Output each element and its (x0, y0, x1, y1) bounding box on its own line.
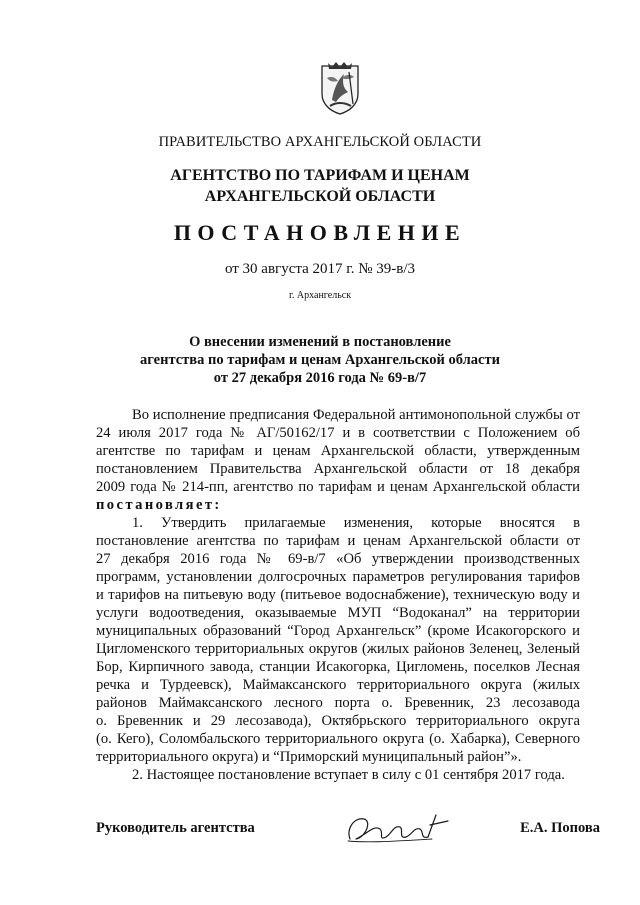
item1-line: речка и Турдеевск), Маймаксанского территориального округа (жилых (96, 677, 580, 693)
subject-line3: от 27 декабря 2016 года № 69-в/7 (213, 370, 427, 386)
item1-line: услуги водоотведения, оказываемые МУП “Водоканал” на территории (96, 605, 580, 621)
preamble-line: Во исполнение предписания Федеральной антимонопольной службы от (132, 407, 580, 423)
government-name: ПРАВИТЕЛЬСТВО АРХАНГЕЛЬСКОЙ ОБЛАСТИ (158, 134, 482, 150)
item1-line: 27 декабря 2016 года № 69-в/7 «Об утверждении производственных (96, 551, 580, 567)
document-body (96, 406, 580, 784)
item1-line: о. Бревенник и 29 лесозавода), Октябрьского территориального округа (96, 713, 580, 729)
preamble-line: 2009 года № 214-пп, агентство по тарифам и ценам Архангельской области (96, 479, 580, 495)
item1-line: территориального округа) и “Приморский муниципальный район”». (96, 749, 522, 765)
item1-line: муниципальных образований “Город Архангельск” (кроме Исакогорского и (96, 623, 580, 639)
item1-line: Цигломенского территориальных округов (жилых районов Зеленец, Зеленый (96, 641, 580, 657)
signatory-position: Руководитель агентства (96, 820, 255, 836)
document-type: ПОСТАНОВЛЕНИЕ (173, 220, 467, 245)
subject-line1: О внесении изменений в постановление (189, 334, 451, 350)
preamble-line: 24 июля 2017 года № АГ/50162/17 и в соответствии с Положением об (96, 425, 580, 441)
item1-line: (о. Кего), Соломбальского территориального округа (о. Хабарка), Северного (96, 731, 580, 747)
signature-icon (340, 803, 460, 851)
agency-name-line2: АРХАНГЕЛЬСКОЙ ОБЛАСТИ (204, 188, 436, 205)
coat-of-arms-icon (318, 60, 362, 116)
document-subject (0, 333, 640, 387)
agency-name (0, 165, 640, 207)
item1-line: Бор, Кирпичного завода, станции Исакогорка, Цигломень, поселков Лесная (96, 659, 580, 675)
signatory-name: Е.А. Попова (520, 820, 600, 836)
item1-line: 1. Утвердить прилагаемые изменения, которые вносятся в (132, 515, 580, 531)
item2-text: 2. Настоящее постановление вступает в силу с 01 сентября 2017 года. (132, 767, 565, 783)
item1-line: районов Маймаксанского лесного порта о. Бревенник, 23 лесозавода (96, 695, 580, 711)
agency-name-line1: АГЕНТСТВО ПО ТАРИФАМ И ЦЕНАМ (170, 167, 470, 184)
decree-word: постановляет: (96, 497, 222, 513)
item1-line: постановление агентства по тарифам и ценам Архангельской области от (96, 533, 580, 549)
subject-line2: агентства по тарифам и ценам Архангельской области (140, 352, 500, 368)
preamble-line: постановлением Правительства Архангельской области от 18 декабря (96, 461, 580, 477)
date-number: от 30 августа 2017 г. № 39-в/3 (224, 261, 416, 277)
city: г. Архангельск (288, 290, 352, 301)
preamble-line: агентстве по тарифам и ценам Архангельской области, утвержденным (96, 443, 580, 459)
item1-line: и тарифов на питьевую воду (питьевое водоснабжение), техническую воду и (96, 587, 580, 603)
item1-line: программ, установлении долгосрочных параметров регулирования тарифов (96, 569, 580, 585)
